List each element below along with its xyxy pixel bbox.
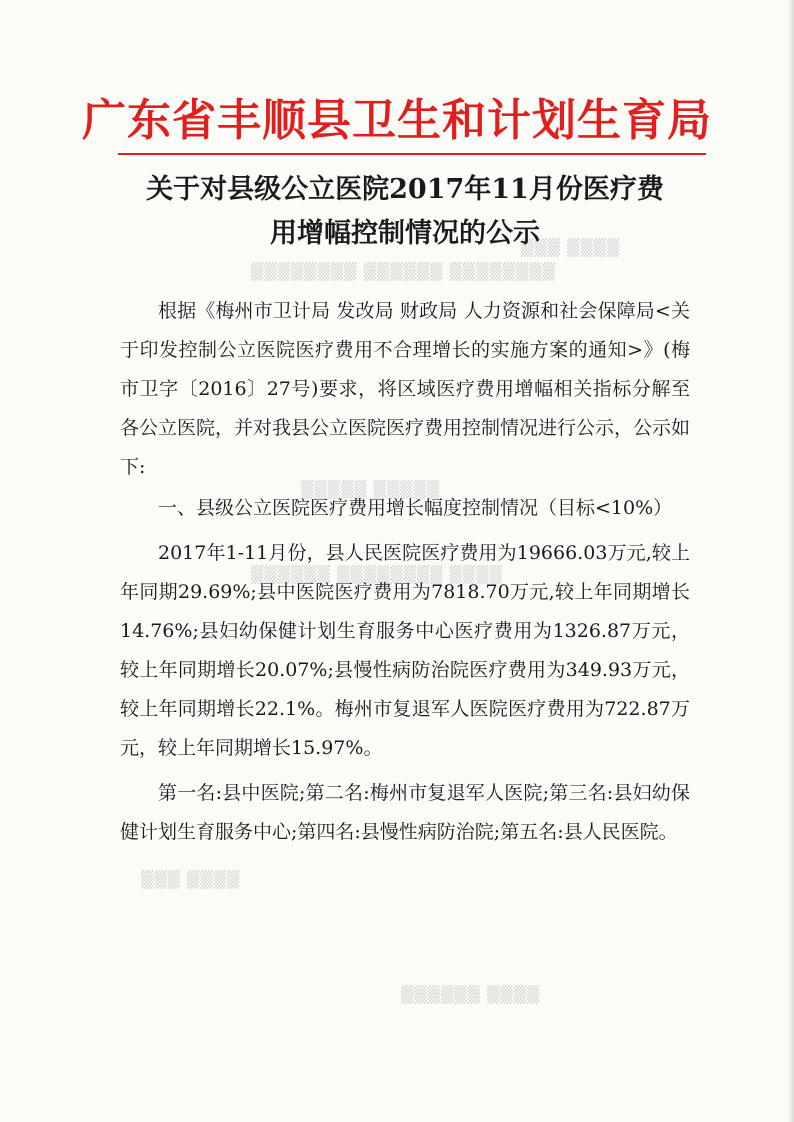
section-heading: 一、县级公立医院医疗费用增长幅度控制情况（目标<10%） (158, 497, 673, 519)
letterhead: 广东省丰顺县卫生和计划生育局 (82, 95, 712, 146)
title-line-1: 关于对县级公立医院2017年11月份医疗费 (146, 174, 664, 205)
document-title (110, 168, 700, 256)
bleed-through-mark: ▒▒▒▒▒▒▒▒ ▒▒▒▒▒▒ ▒▒▒▒▒▒▒▒ (250, 262, 555, 281)
intro-paragraph: 根据《梅州市卫计局 发改局 财政局 人力资源和社会保障局<关于印发控制公立医院医疗费用不合理增长的实施方案的通知>》(梅市卫字〔2016〕27号)要求，将区域医疗费用增幅相关指标分解至各公立医院，并对我县公立医院医疗费用控制情况进行公示，公示如下: (120, 300, 691, 478)
letterhead-divider (118, 153, 706, 155)
bleed-through-mark: ▒▒▒▒ ▒▒▒▒▒▒ (400, 985, 540, 1004)
bleed-through-mark: ▒▒▒▒ ▒▒▒ (520, 238, 620, 257)
title-line-2: 用增幅控制情况的公示 (270, 218, 540, 249)
bleed-through-mark: ▒▒▒▒▒ ▒▒▒▒▒ (300, 480, 440, 499)
section-body-paragraph: 2017年1-11月份，县人民医院医疗费用为19666.03万元,较上年同期29.69%;县中医院医疗费用为7818.70万元,较上年同期增长14.76%;县妇幼保健计划生育服务中心医疗费用为1326.87万元，较上年同期增长20.07%;县慢性病防治院医疗费用为349.93万元，较上年同期增长22.1%。梅州市复退军人医院医疗费用为722.87万元，较上年同期增长15.97%。 (120, 542, 690, 759)
ranking-paragraph: 第一名:县中医院;第二名:梅州市复退军人医院;第三名:县妇幼保健计划生育服务中心;第四名:县慢性病防治院;第五名:县人民医院。 (120, 782, 690, 843)
document-body (120, 292, 690, 852)
bleed-through-mark: ▒▒▒▒ ▒▒▒ (140, 870, 240, 889)
page-edge-shadow (788, 0, 794, 1122)
bleed-through-mark: ▒▒▒▒ ▒▒▒▒▒▒▒▒ ▒▒▒▒▒▒ (250, 565, 502, 584)
